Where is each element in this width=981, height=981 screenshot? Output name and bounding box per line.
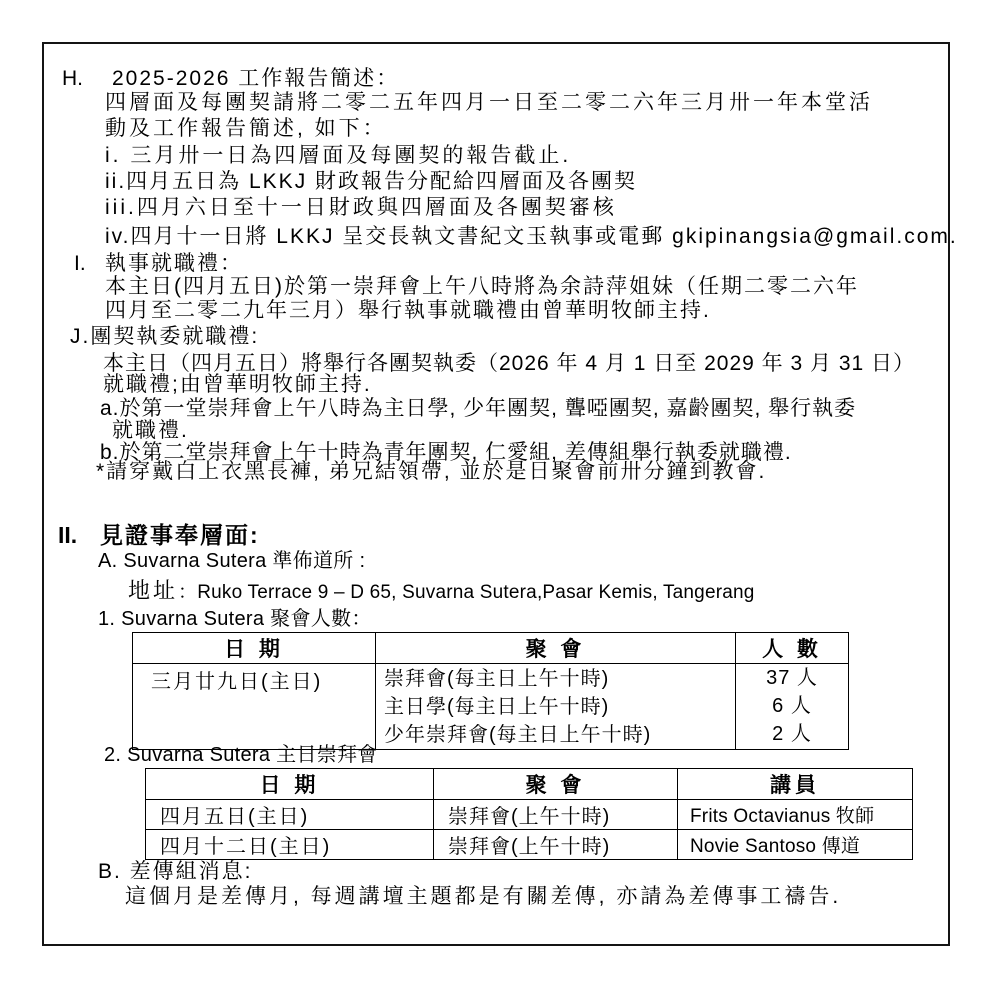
j-note-line: *請穿戴白上衣黑長褲, 弟兄結領帶, 並於是日聚會前卅分鐘到教會. bbox=[96, 460, 767, 483]
attendance-count-1: 37 人 bbox=[766, 667, 818, 689]
j-body-line-1: 本主日（四月五日）將舉行各團契執委（2026 年 4 月 1 日至 2029 年 3 月 31 日） bbox=[103, 352, 916, 375]
attendance-date: 三月廿九日(主日) bbox=[133, 664, 376, 750]
attendance-header-meeting: 聚 會 bbox=[376, 633, 736, 664]
section-i-title: 執事就職禮： bbox=[105, 252, 243, 275]
attendance-count-2: 6 人 bbox=[772, 695, 812, 717]
h-body-line-1: 四層面及每團契請將二零二五年四月一日至二零二六年三月卅一年本堂活 bbox=[105, 91, 873, 114]
services-table bbox=[145, 768, 913, 860]
j-body-line-2: 就職禮;由曾華明牧師主持. bbox=[103, 373, 372, 396]
attendance-table bbox=[132, 632, 849, 750]
attendance-meeting-2: 主日學(每主日上午十時) bbox=[384, 696, 610, 718]
h-item-iv: iv.四月十一日將 LKKJ 呈交長執文書紀文玉執事或電郵 gkipinangsia@gmail.com. bbox=[105, 225, 958, 248]
section-ii-heading bbox=[58, 522, 260, 548]
attendance-body-row bbox=[133, 664, 849, 750]
service-2-meeting: 崇拜會(上午十時) bbox=[434, 830, 678, 860]
services-row-1 bbox=[146, 800, 913, 830]
subsection-b-heading: B. 差傳組消息: bbox=[98, 860, 253, 883]
section-i-label: I. bbox=[74, 252, 86, 275]
services-row-2 bbox=[146, 830, 913, 860]
service-1-meeting: 崇拜會(上午十時) bbox=[434, 800, 678, 830]
attendance-count-3: 2 人 bbox=[772, 723, 812, 745]
section-ii-title: 見證事奉層面: bbox=[100, 522, 260, 548]
services-header-meeting: 聚 會 bbox=[434, 769, 678, 800]
i-body-line-1: 本主日(四月五日)於第一崇拜會上午八時將為余詩萍姐妹（任期二零二六年 bbox=[105, 275, 859, 298]
attendance-counts bbox=[736, 664, 849, 750]
service-1-speaker: Frits Octavianus 牧師 bbox=[678, 800, 913, 830]
attendance-header-count: 人 數 bbox=[736, 633, 849, 664]
services-header-row bbox=[146, 769, 913, 800]
address-label: 地址 bbox=[128, 578, 179, 603]
h-body-line-2: 動及工作報告簡述, 如下： bbox=[105, 117, 387, 140]
attendance-header-date: 日 期 bbox=[133, 633, 376, 664]
j-sub-b-line: b.於第二堂崇拜會上午十時為青年團契, 仁愛組, 差傳組舉行執委就職禮. bbox=[100, 441, 792, 464]
attendance-meeting-1: 崇拜會(每主日上午十時) bbox=[384, 668, 610, 690]
j-sub-a-line-1: a.於第一堂崇拜會上午八時為主日學, 少年團契, 聾啞團契, 嘉齡團契, 舉行執委 bbox=[100, 397, 857, 420]
attendance-meeting-3: 少年崇拜會(每主日上午十時) bbox=[384, 724, 652, 746]
section-h-title: 2025-2026 工作報告簡述： bbox=[112, 67, 400, 90]
subsection-a-heading: A. Suvarna Sutera 準佈道所 : bbox=[98, 550, 366, 572]
item-2-heading: 2. Suvarna Sutera 主日崇拜會 bbox=[104, 744, 378, 766]
address-line bbox=[128, 578, 755, 606]
section-h-label: H. bbox=[62, 67, 83, 90]
service-2-date: 四月十二日(主日) bbox=[146, 830, 434, 860]
h-item-i: i. 三月卅一日為四層面及每團契的報告截止. bbox=[105, 144, 572, 167]
section-ii-label: II. bbox=[58, 522, 78, 548]
attendance-header-row bbox=[133, 633, 849, 664]
j-sub-a-line-2: 就職禮. bbox=[112, 419, 189, 442]
h-item-iii: iii.四月六日至十一日財政與四層面及各團契審核 bbox=[105, 196, 617, 219]
services-header-speaker: 講員 bbox=[678, 769, 913, 800]
h-item-ii: ii.四月五日為 LKKJ 財政報告分配給四層面及各團契 bbox=[105, 170, 638, 193]
section-j-title: 團契執委就職禮: bbox=[90, 325, 260, 348]
services-header-date: 日 期 bbox=[146, 769, 434, 800]
section-h-heading bbox=[62, 66, 399, 92]
service-2-speaker: Novie Santoso 傳道 bbox=[678, 830, 913, 860]
service-1-date: 四月五日(主日) bbox=[146, 800, 434, 830]
i-body-line-2: 四月至二零二九年三月）舉行執事就職禮由曾華明牧師主持. bbox=[105, 299, 711, 322]
section-j-heading bbox=[70, 324, 259, 350]
address-value: ：Ruko Terrace 9 – D 65, Suvarna Sutera,Pasar Kemis, Tangerang bbox=[178, 582, 755, 603]
attendance-meetings bbox=[376, 664, 736, 750]
page-frame bbox=[42, 42, 958, 946]
b-body-line: 這個月是差傳月, 每週講壇主題都是有關差傳, 亦請為差傳事工禱告. bbox=[125, 885, 842, 908]
section-j-label: J. bbox=[70, 325, 91, 348]
item-1-heading: 1. Suvarna Sutera 聚會人數： bbox=[98, 608, 372, 630]
